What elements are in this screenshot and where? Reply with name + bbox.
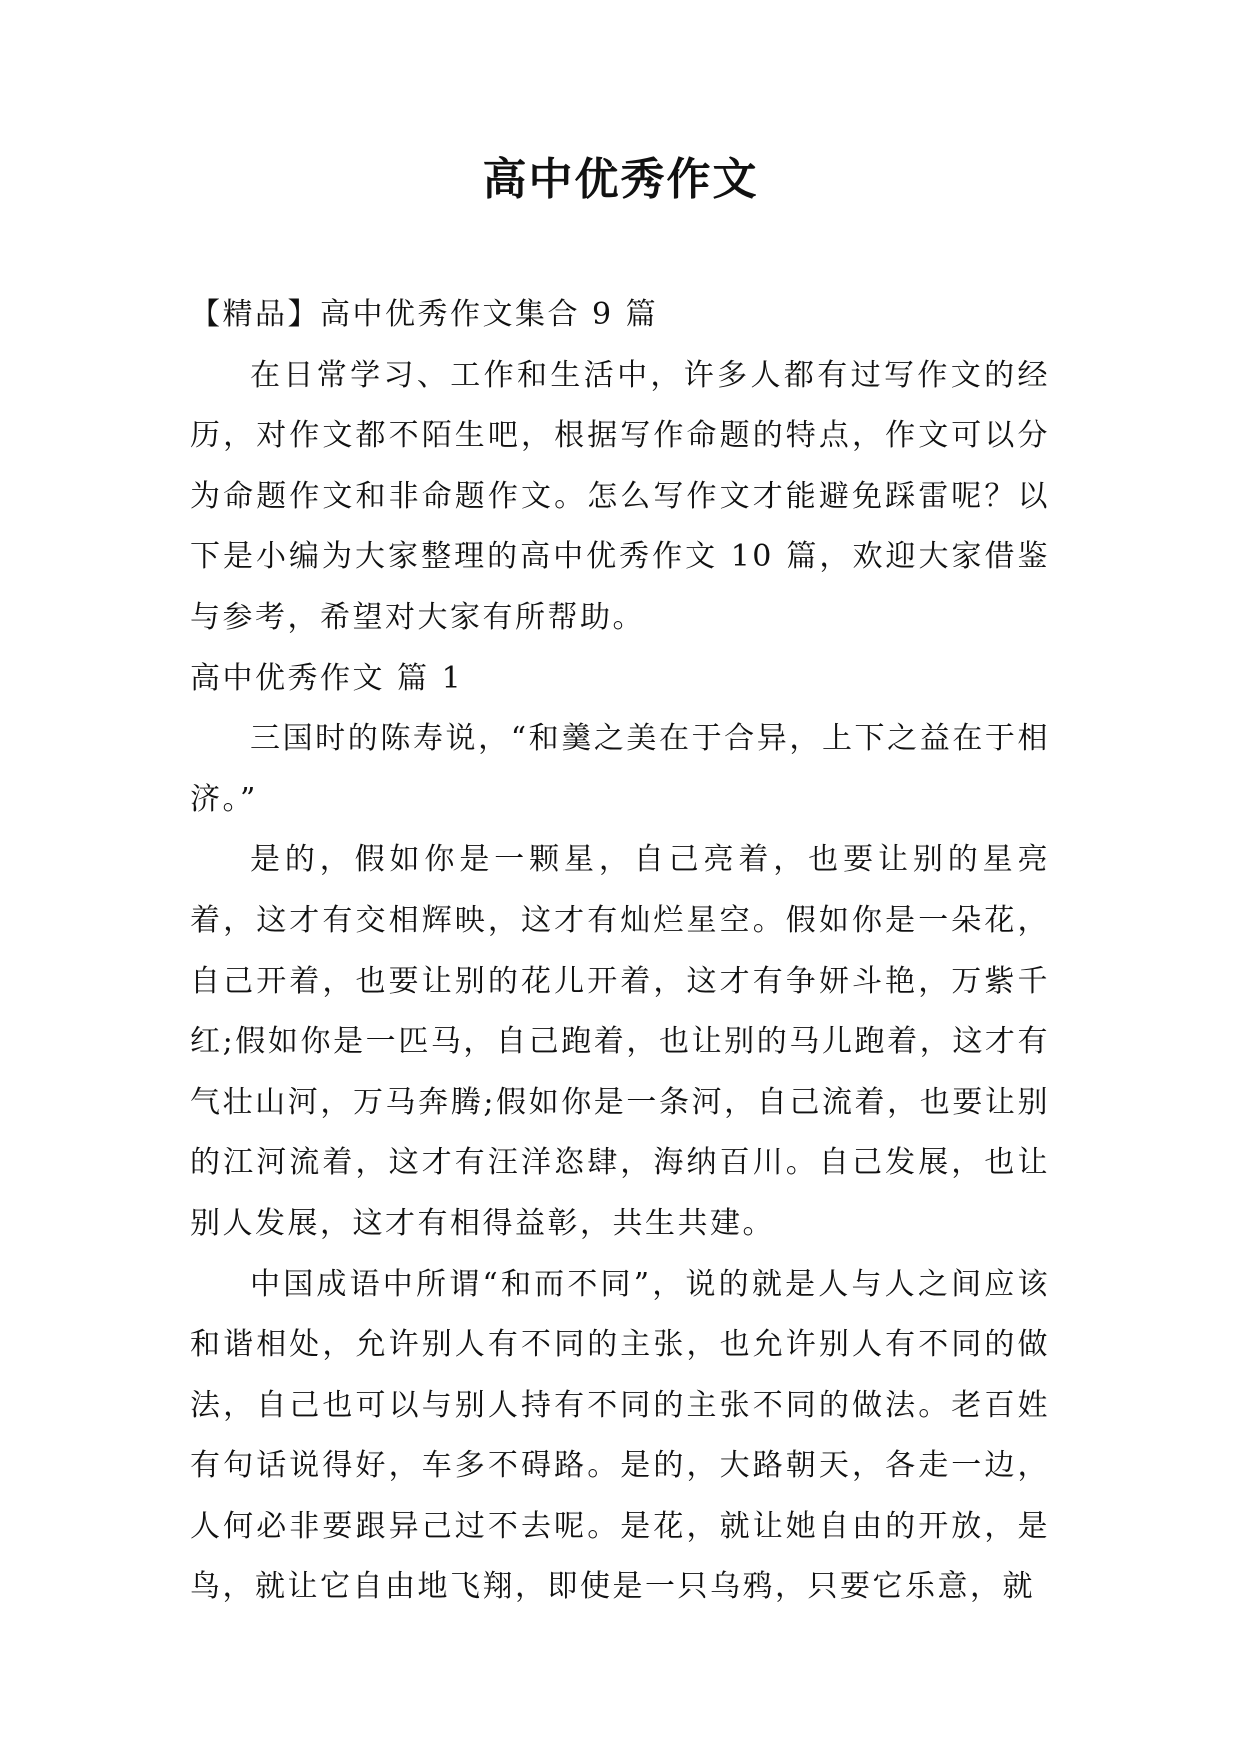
section-heading: 高中优秀作文 篇 1 xyxy=(190,660,464,696)
body-paragraph: 是的，假如你是一颗星，自己亮着，也要让别的星亮着，这才有交相辉映，这才有灿烂星空。假如你是一朵花，自己开着，也要让别的花儿开着，这才有争妍斗艳，万紫千红;假如你是一匹马，自己跑着，也让别的马儿跑着，这才有气壮山河，万马奔腾;假如你是一条河，自己流着，也要让别的江河流着，这才有汪洋恣肆，海纳百川。自己发展，也让别人发展，这才有相得益彰，共生共建。 xyxy=(190,842,1050,1241)
subtitle-line: 【精品】高中优秀作文集合 9 篇 xyxy=(190,297,659,332)
intro-paragraph: 在日常学习、工作和生活中，许多人都有过写作文的经历，对作文都不陌生吧，根据写作命题的特点，作文可以分为命题作文和非命题作文。怎么写作文才能避免踩雷呢？以下是小编为大家整理的高中优秀作文 10 篇，欢迎大家借鉴与参考，希望对大家有所帮助。 xyxy=(190,357,1050,635)
document-body xyxy=(190,285,1050,1618)
page-title: 高中优秀作文 xyxy=(482,154,759,205)
body-paragraph: 中国成语中所谓“和而不同”，说的就是人与人之间应该和谐相处，允许别人有不同的主张，也允许别人有不同的做法，自己也可以与别人持有不同的主张不同的做法。老百姓有句话说得好，车多不碍路。是的，大路朝天，各走一边，人何必非要跟异己过不去呢。是花，就让她自由的开放，是鸟，就让它自由地飞翔，即使是一只乌鸦，只要它乐意，就 xyxy=(190,1266,1050,1605)
body-paragraph: 三国时的陈寿说，“和羹之美在于合异，上下之益在于相济。” xyxy=(190,721,1050,817)
